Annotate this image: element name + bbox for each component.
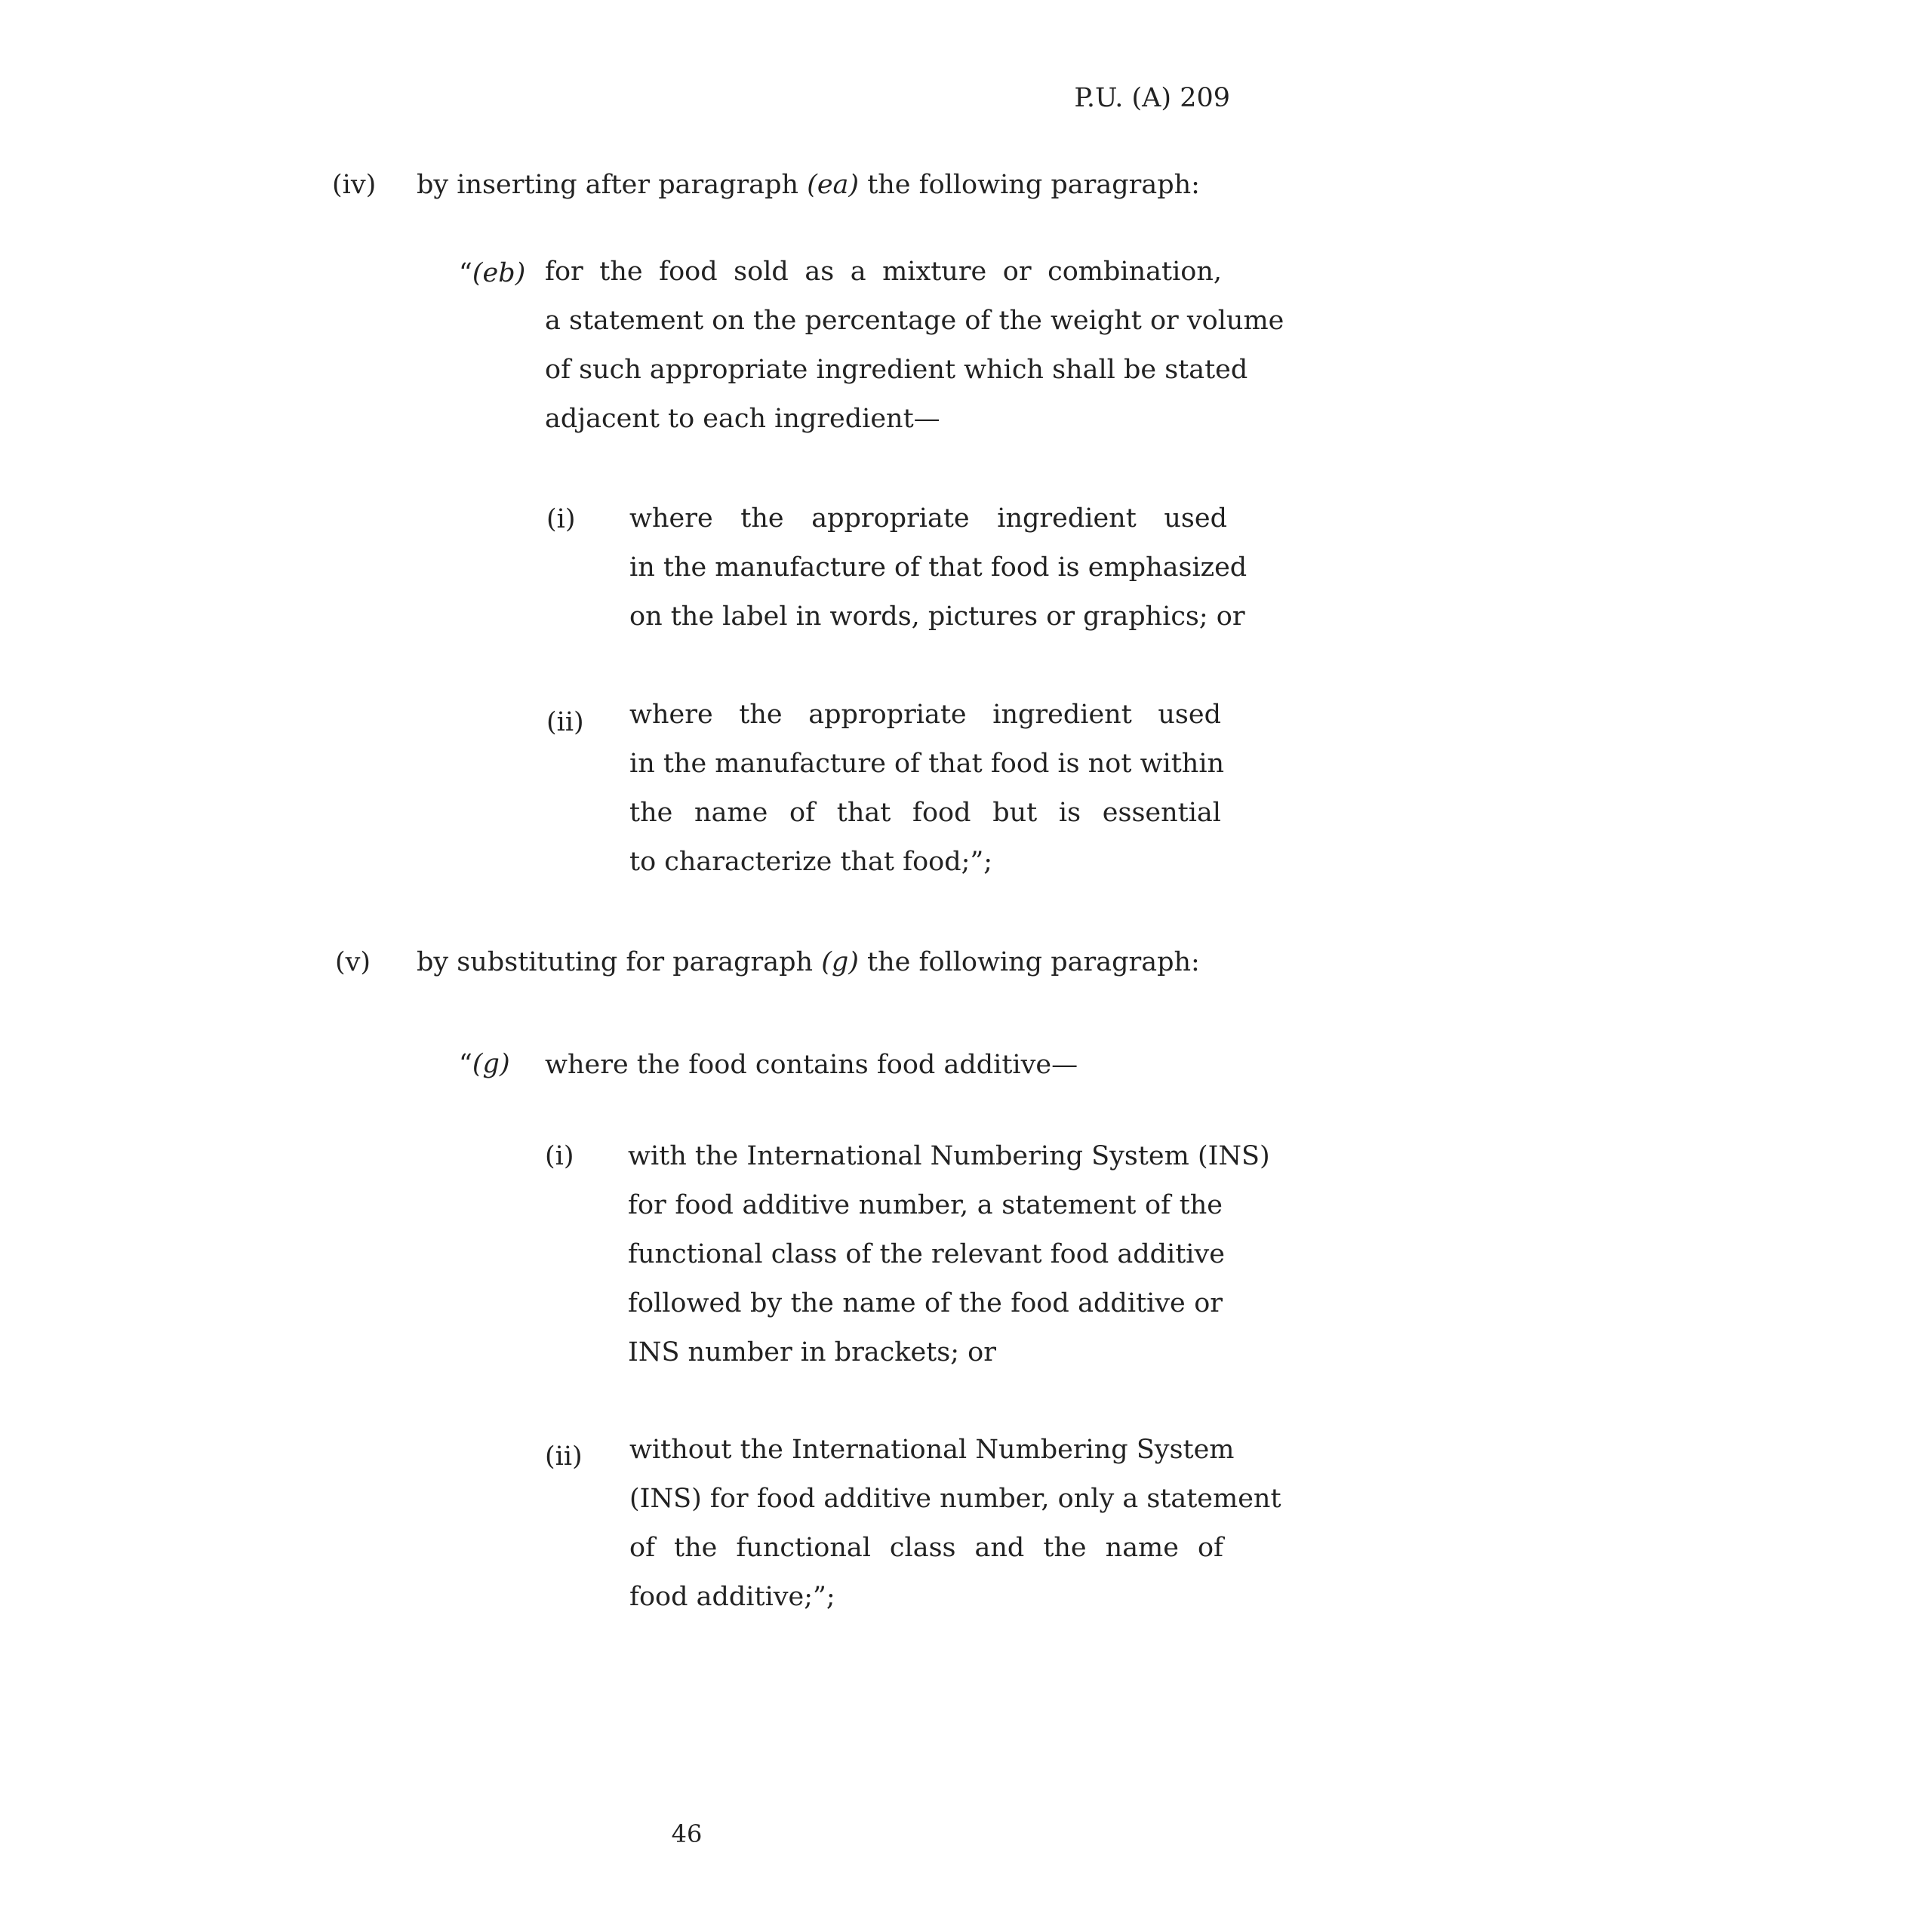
text-line: for food additive number, a statement of the [628,1190,1223,1220]
sub-i-text [629,494,1247,641]
intro-text-after: the following paragraph: [859,170,1200,200]
text-line: in the manufacture of that food is emphasized [629,552,1247,583]
item-label-v: (v) [335,947,371,977]
sub-label-i: (i) [546,504,576,534]
text-line: adjacent to each ingredient— [545,404,940,434]
text-line: functional class of the relevant food additive [628,1239,1225,1269]
text-line: of such appropriate ingredient which shall be stated [545,355,1248,385]
text-line: for the food sold as a mixture or combination, [545,257,1222,287]
sub-label-ii: (ii) [545,1441,583,1472]
sub-label-i: (i) [545,1141,574,1171]
text-line: (INS) for food additive number, only a statement [629,1484,1281,1514]
paragraph-label-eb [459,249,525,298]
opening-quote: “ [459,1049,472,1079]
intro-text-before: by inserting after paragraph [417,170,808,200]
text-line: where the appropriate ingredient used [629,503,1227,534]
intro-text-after: the following paragraph: [858,947,1200,977]
text-line: food additive;”; [629,1582,835,1612]
sub-i-text [628,1132,1270,1377]
intro-paragraph-ref: (g) [821,947,859,977]
text-line: with the International Numbering System (INS) [628,1141,1270,1171]
intro-paragraph-ref: (ea) [807,170,860,200]
paragraph-g-text: where the food contains food additive— [545,1050,1078,1080]
text-line: on the label in words, pictures or graphics; or [629,601,1245,632]
intro-text-before: by substituting for paragraph [417,947,822,977]
text-line: followed by the name of the food additive or [628,1288,1223,1318]
paragraph-eb-text [545,248,1284,444]
header-reference: P.U. (A) 209 [1074,83,1230,113]
item-label-iv: (iv) [332,170,377,200]
text-line: where the appropriate ingredient used [629,700,1221,730]
text-line: of the functional class and the name of [629,1533,1223,1563]
sub-ii-text [629,1426,1281,1622]
text-line: in the manufacture of that food is not within [629,749,1225,779]
text-line: to characterize that food;”; [629,847,993,877]
paragraph-label: (eb) [472,258,526,288]
page-number: 46 [671,1820,703,1848]
paragraph-label: (g) [472,1049,510,1079]
item-intro-v [417,943,1200,981]
item-intro-iv [417,166,1200,204]
paragraph-label-g [459,1040,510,1089]
text-line: a statement on the percentage of the weight or volume [545,306,1284,336]
text-line: INS number in brackets; or [628,1337,996,1367]
opening-quote: “ [459,258,472,288]
sub-label-ii: (ii) [546,707,584,737]
sub-ii-text [629,691,1225,887]
text-line: the name of that food but is essential [629,798,1221,828]
text-line: without the International Numbering System [629,1435,1235,1465]
